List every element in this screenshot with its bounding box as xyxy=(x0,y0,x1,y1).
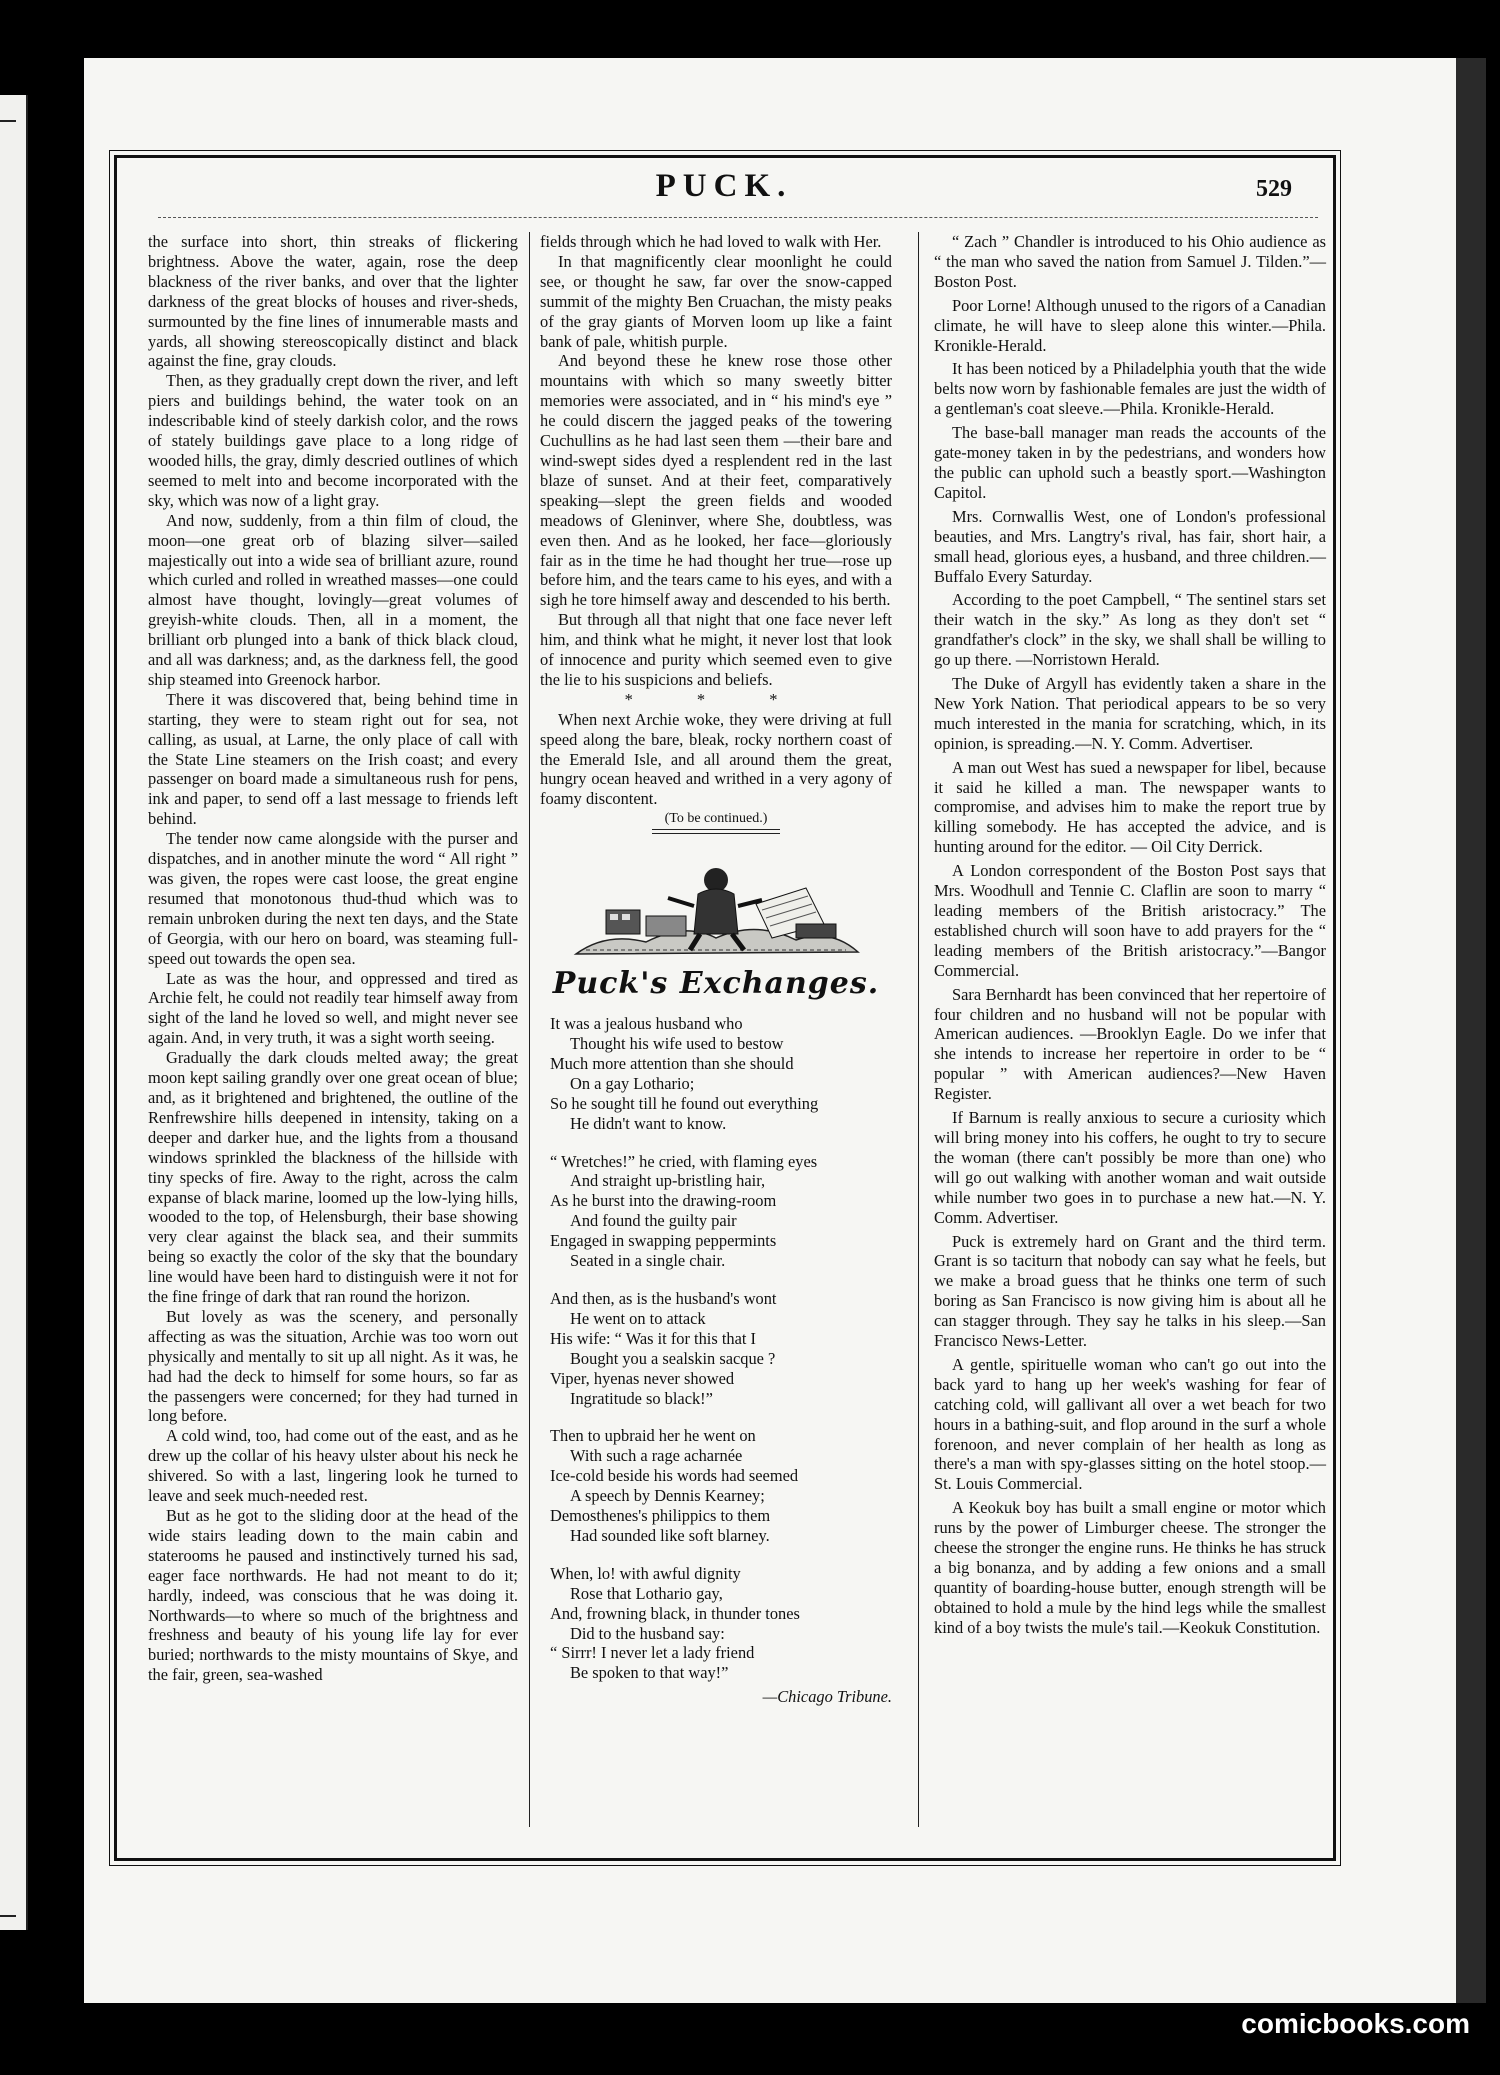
exchanges-heading: Puck's Exchanges. xyxy=(552,966,880,1002)
paragraph: Gradually the dark clouds melted away; the great moon kept sailing grandly over one great ocean of blue; and, as it brightened and brightened, the outline of the Renfrewshire hills deepened in intensity, taking on a deeper and darker hue, and the lights from a thousand windows sprinkled the blackness of the hillside with tiny specks of fire. Away to the right, across the calm expanse of black marine, loomed up the low-lying hills, wooded to the top, of Helensburgh, their base showing very clear against the black sea, and their summits being so exactly the color of the sky that the boundary line would have been hard to distinguish were it not for the fine fringe of dark that ran round the horizon. xyxy=(148,1048,518,1307)
exchange-item: It has been noticed by a Philadelphia youth that the wide belts now worn by fashionable females are just the width of a gentleman's coat sleeve.—Phila. Kronikle-Herald. xyxy=(934,359,1326,419)
exchange-item: Sara Bernhardt has been convinced that her repertoire of four children and no husband will not be popular with American audiences. —Brooklyn Eagle. Do we infer that she intends to increase her repertoire in order to be “ popular ” with American audiences?—New Haven Register. xyxy=(934,984,1326,1104)
paragraph: Then, as they gradually crept down the river, and left piers and buildings behind, the water took on an indescribable kind of steely darkish color, and the rows of stately buildings gave place to a long ridge of wooded hills, the gray, dimly descried outlines of which seemed to melt into and become incorporated with the sky, which was now of a light gray. xyxy=(148,371,518,510)
poem-line: Be spoken to that way!” xyxy=(570,1663,729,1683)
column-divider xyxy=(918,232,919,1827)
paragraph: And now, suddenly, from a thin film of cloud, the moon—one great orb of blazing silver—sailed majestically out into a wide sea of brilliant azure, round which curled and rolled in wreathed masses—one could almost have thought, lovingly—great volumes of greyish-white clouds. Then, all in a moment, the brilliant orb plunged into a bank of thick black cloud, and all was darkness; and, as the darkness fell, the good ship steamed into Greenock harbor. xyxy=(148,510,518,689)
poem-line: And then, as is the husband's wont xyxy=(550,1288,777,1308)
story-column-1 xyxy=(148,232,518,1685)
paragraph: And beyond these he knew rose those other mountains with which so many sweetly bitter memories were associated, and in “ his mind's eye ” he could discern the jagged peaks of the towering Cuchullins as he had last seen them —their bare and wind-swept sides dyed a resplendent red in the last blaze of sunset. And at their feet, comparatively speaking—slept the green fields and wooded meadows of Gleninver, where She, doubtless, was even then. And as he looked, her face—gloriously fair as in the time he had thought her true—rose up before him, and the tears came to his eyes, and with a sigh he tore himself away and descended to his berth. xyxy=(540,351,892,610)
exchange-item: The base-ball manager man reads the accounts of the gate-money taken in by the pedestrians, and wonders how the public can uphold such a beastly sport.—Washington Capitol. xyxy=(934,423,1326,502)
poem-stanza xyxy=(550,1564,892,1683)
paragraph: Late as was the hour, and oppressed and tired as Archie felt, he could not readily tear himself away from sight of the land he loved so well, and might never see again. And, in very truth, it was a sight worth seeing. xyxy=(148,968,518,1048)
adjacent-page-rule xyxy=(0,1915,16,1917)
poem-line: Did to the husband say: xyxy=(570,1623,725,1643)
paragraph: fields through which he had loved to walk with Her. xyxy=(540,232,882,251)
poem-line: Then to upbraid her he went on xyxy=(550,1426,756,1446)
paragraph: But lovely as was the scenery, and personally affecting as was the situation, Archie was too worn out physically and mentally to sit up all night. As it was, he had had the deck to himself for some hours, so far as the passengers were concerned; for they had turned in long before. xyxy=(148,1306,518,1426)
exchange-item: Mrs. Cornwallis West, one of London's professional beauties, and Mrs. Langtry's rival, has fair, short hair, a small head, glorious eyes, a husband, and three children.—Buffalo Every Saturday. xyxy=(934,506,1326,586)
paragraph: But through all that night that one face never left him, and think what he might, it never lost that look of innocence and purity which seemed even to give the lie to his suspicions and beliefs. xyxy=(540,610,892,689)
poem-line: Ingratitude so black!” xyxy=(570,1388,713,1408)
poem-line: Viper, hyenas never showed xyxy=(550,1368,735,1388)
page-number: 529 xyxy=(1256,176,1292,202)
masthead xyxy=(120,168,1328,218)
poem-line: A speech by Dennis Kearney; xyxy=(570,1486,765,1506)
poem-line: With such a rage acharnée xyxy=(570,1446,743,1466)
poem-credit: —Chicago Tribune. xyxy=(762,1687,892,1707)
exchange-item: If Barnum is really anxious to secure a curiosity which will bring money into his coffers, he ought to try to secure the woman (there can't possibly be more than one) who will go out walking with another woman and wait outside while number two goes in to purchase a new hat.—N. Y. Comm. Advertiser. xyxy=(934,1108,1326,1227)
poem-line: Bought you a sealskin sacque ? xyxy=(570,1348,776,1368)
puck-vignette-illustration xyxy=(566,854,866,964)
poem-line: Seated in a single chair. xyxy=(570,1251,726,1271)
exchange-item: A Keokuk boy has built a small engine or motor which runs by the power of Limburger cheese. The stronger the cheese the stronger the engine runs. He thinks he has struck a big bonanza, and by adding a few onions and a small quantity of boarding-house butter, enough strength will be obtained to hold a mule by the hind legs while the smallest kind of a boy twists the mule's tail.—Keokuk Constitution. xyxy=(934,1498,1326,1637)
poem-line: And found the guilty pair xyxy=(570,1211,737,1231)
poem-line: Much more attention than she should xyxy=(550,1053,794,1073)
poem-line: Had sounded like soft blarney. xyxy=(570,1525,770,1545)
poem xyxy=(540,1014,892,1707)
column-divider xyxy=(529,232,530,1827)
section-break-stars: * * * xyxy=(624,689,808,709)
poem-line: And straight up-bristling hair, xyxy=(570,1171,766,1191)
exchange-item: Poor Lorne! Although unused to the rigors of a Canadian climate, he will have to sleep alone this winter.—Phila. Kronikle-Herald. xyxy=(934,295,1326,355)
poem-line: “ Wretches!” he cried, with flaming eyes xyxy=(550,1151,818,1171)
exchange-item: According to the poet Campbell, “ The sentinel stars set their watch in the sky.” As long as they don't set “ grandfather's clock” in the sky, we shall shall be willing to go up there. —Norristown Herald. xyxy=(934,590,1326,670)
section-rule xyxy=(652,829,780,834)
poem-line: He didn't want to know. xyxy=(570,1113,727,1133)
poem-stanza xyxy=(550,1289,892,1408)
poem-line: On a gay Lothario; xyxy=(570,1073,695,1093)
magazine-title: PUCK. xyxy=(655,168,793,204)
poem-line: It was a jealous husband who xyxy=(550,1014,743,1034)
poem-stanza xyxy=(550,1014,892,1133)
poem-line: When, lo! with awful dignity xyxy=(550,1563,741,1583)
site-watermark: comicbooks.com xyxy=(1241,2008,1470,2039)
paragraph: In that magnificently clear moonlight he could see, or thought he saw, far over the snow-capped summit of the mighty Ben Cruachan, the misty peaks of the gray giants of Morven loom up like a faint bank of pale, whitish purple. xyxy=(540,251,892,351)
adjacent-page-edge xyxy=(0,95,28,1930)
paragraph: the surface into short, thin streaks of flickering brightness. Above the water, again, rose the deep blackness of the river banks, and over that the lighter darkness of the great blocks of houses and river-sheds, surmounted by the fine lines of innumerable masts and yards, all showing stereoscopically distinct and black against the fine, gray clouds. xyxy=(148,232,518,371)
exchange-item: A man out West has sued a newspaper for libel, because it said he killed a man. The newspaper wants to compromise, and advises him to make the report true by killing somebody. He has accepted the advice, and is hunting around for the editor. — Oil City Derrick. xyxy=(934,757,1326,857)
paragraph: A cold wind, too, had come out of the east, and as he drew up the collar of his heavy ulster about his neck he shivered. So with a last, lingering look he turned to leave and seek much-needed rest. xyxy=(148,1426,518,1506)
poem-line: Rose that Lothario gay, xyxy=(570,1583,723,1603)
exchange-item: The Duke of Argyll has evidently taken a share in the New York Nation. That periodical appears to be so very much interested in the mania for scratching, which, in its opinion, is spreading.—N. Y. Comm. Advertiser. xyxy=(934,674,1326,753)
paragraph: There it was discovered that, being behind time in starting, they were to steam right out for sea, not calling, as usual, at Larne, the only place of call with the State Line steamers on the Irish coast; and every passenger on board made a simultaneous rush for pens, ink and paper, to send off a last message to friends left behind. xyxy=(148,689,518,829)
exchange-item: A gentle, spirituelle woman who can't go out into the back yard to hang up her week's washing for fear of catching cold, will gallivant all over a wet beach for two hours in a bathing-suit, and flop around in the surf a whole forenoon, and never complain of her health as long as there's a man with spy-glasses sitting on the hotel stoop.—St. Louis Commercial. xyxy=(934,1354,1326,1494)
poem-line: “ Sirrr! I never let a lady friend xyxy=(550,1643,755,1663)
exchange-item: “ Zach ” Chandler is introduced to his Ohio audience as “ the man who saved the nation from Samuel J. Tilden.”—Boston Post. xyxy=(934,232,1326,291)
poem-line: He went on to attack xyxy=(570,1308,706,1328)
poem-line: His wife: “ Was it for this that I xyxy=(550,1328,756,1348)
paragraph: When next Archie woke, they were driving at full speed along the bare, bleak, rocky northern coast of the Emerald Isle, and all around them the great, hungry ocean heaved and writhed in a very agony of foamy discontent. xyxy=(540,709,892,809)
paragraph: The tender now came alongside with the purser and dispatches, and in another minute the word “ All right ” was given, the ropes were cast loose, the great engine resumed that monotonous thud-thud which was to remain unbroken during the next ten days, and the State of Georgia, with our hero on board, was steaming full-speed out towards the open sea. xyxy=(148,829,518,968)
exchange-item: A London correspondent of the Boston Post says that Mrs. Woodhull and Tennie C. Claflin are soon to marry “ leading members of the British aristocracy.” The established church will soon have to add prayers for the “ leading members of the British aristocracy.”—Bangor Commercial. xyxy=(934,861,1326,980)
poem-line: So he sought till he found out everything xyxy=(550,1093,819,1113)
poem-line: And, frowning black, in thunder tones xyxy=(550,1603,800,1623)
paragraph: But as he got to the sliding door at the head of the wide stairs leading down to the main cabin and staterooms he paused and instinctively turned his sad, eager face northwards. He had not meant to do it; hardly, indeed, was conscious that he was doing it. Northwards—to where so much of the brightness and freshness and beauty of his young life lay for ever buried; northwards to the misty mountains of Skye, and the fair, green, sea-washed xyxy=(148,1506,518,1685)
adjacent-page-rule xyxy=(0,120,16,122)
poem-line: Demosthenes's philippics to them xyxy=(550,1506,771,1526)
to-be-continued: (To be continued.) xyxy=(664,811,768,827)
poem-line: Engaged in swapping peppermints xyxy=(550,1231,777,1251)
poem-line: As he burst into the drawing-room xyxy=(550,1191,777,1211)
poem-stanza xyxy=(550,1426,892,1545)
header-rule xyxy=(158,217,1318,218)
story-column-2 xyxy=(540,232,892,1707)
poem-line: Ice-cold beside his words had seemed xyxy=(550,1466,799,1486)
exchange-item: Puck is extremely hard on Grant and the third term. Grant is so taciturn that nobody can say what he feels, but we make a broad guess that he thinks one term of such boring as San Francisco is now giving him is about all he can stagger through. They say he talks in his sleep.—San Francisco News-Letter. xyxy=(934,1231,1326,1351)
poem-stanza xyxy=(550,1152,892,1271)
exchanges-column xyxy=(934,232,1326,1642)
poem-line: Thought his wife used to bestow xyxy=(570,1034,784,1053)
page-shadow xyxy=(1456,58,1486,2003)
